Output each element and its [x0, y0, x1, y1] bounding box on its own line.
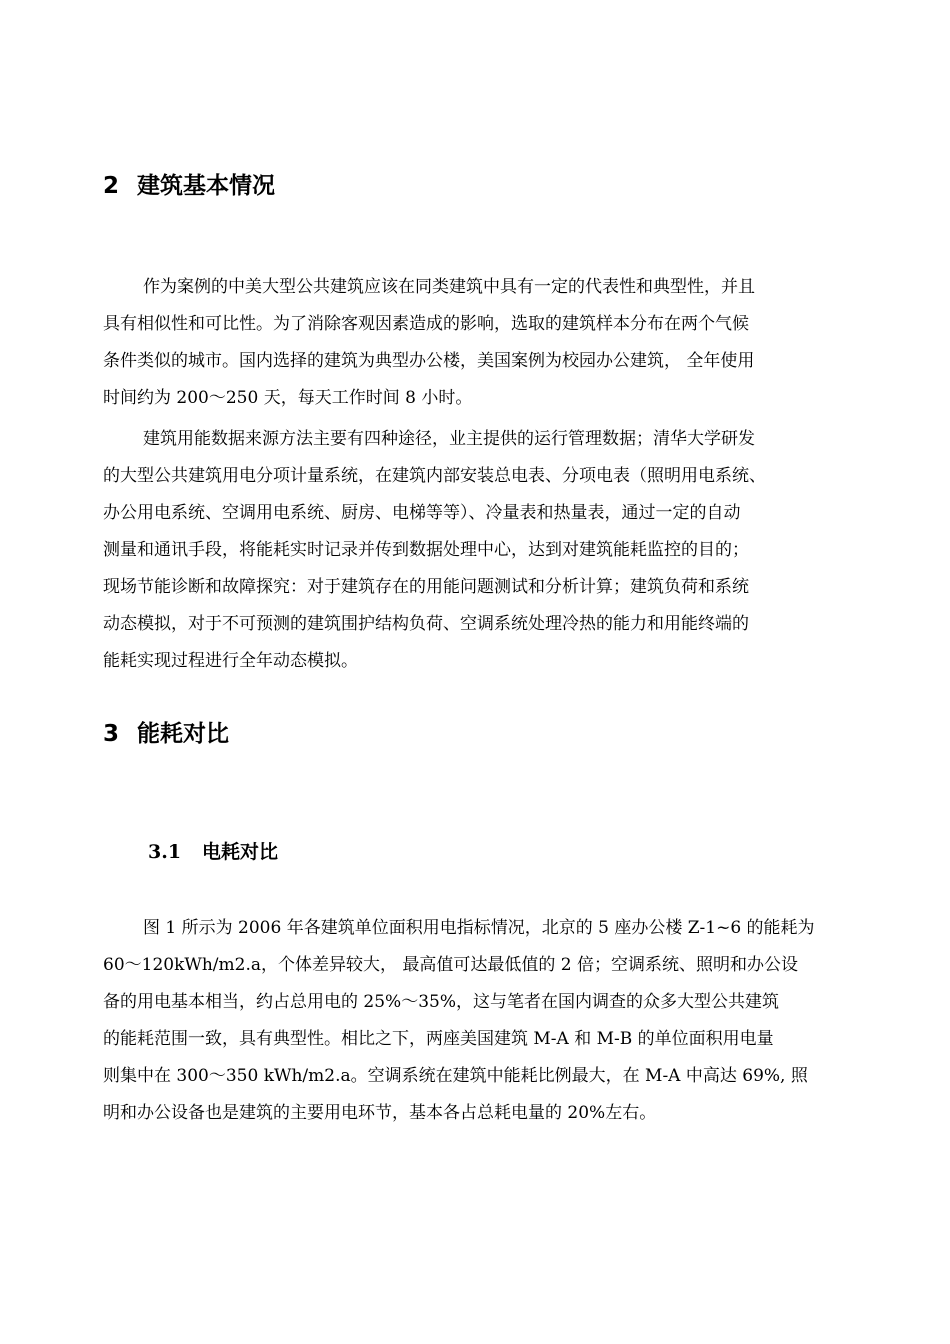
paragraph-line: 的能耗范围一致，具有典型性。相比之下，两座美国建筑 M-A 和 M-B 的单位面积用电量 [103, 1029, 774, 1049]
section-3-number: 3 [103, 721, 120, 747]
section-3-title: 能耗对比 [137, 721, 229, 747]
paragraph-line: 能耗实现过程进行全年动态模拟。 [103, 651, 358, 671]
paragraph-line: 作为案例的中美大型公共建筑应该在同类建筑中具有一定的代表性和典型性，并且 [143, 277, 755, 297]
section-3-1-title: 电耗对比 [202, 841, 279, 863]
paragraph-line: 动态模拟，对于不可预测的建筑围护结构负荷、空调系统处理冷热的能力和用能终端的 [103, 614, 749, 634]
paragraph-line: 备的用电基本相当，约占总用电的 25%～35%，这与笔者在国内调查的众多大型公共建筑 [103, 992, 779, 1012]
section-3-1-heading [148, 839, 278, 865]
section-2-heading [103, 171, 275, 201]
paragraph-line: 明和办公设备也是建筑的主要用电环节，基本各占总耗电量的 20%左右。 [103, 1103, 657, 1123]
section-2-paragraph-1 [103, 269, 863, 417]
paragraph-line: 建筑用能数据来源方法主要有四种途径，业主提供的运行管理数据；清华大学研发 [143, 429, 755, 449]
paragraph-line: 条件类似的城市。国内选择的建筑为典型办公楼，美国案例为校园办公建筑， 全年使用 [103, 351, 755, 371]
paragraph-line: 测量和通讯手段，将能耗实时记录并传到数据处理中心，达到对建筑能耗监控的目的； [103, 540, 749, 560]
section-2-paragraph-2 [103, 421, 863, 680]
section-3-heading [103, 719, 229, 749]
paragraph-line: 现场节能诊断和故障探究：对于建筑存在的用能问题测试和分析计算；建筑负荷和系统 [103, 577, 749, 597]
section-2-number: 2 [103, 173, 120, 199]
section-3-1-number: 3.1 [148, 841, 182, 863]
paragraph-line: 时间约为 200～250 天，每天工作时间 8 小时。 [103, 388, 473, 408]
paragraph-line: 则集中在 300～350 kWh/m2.a。空调系统在建筑中能耗比例最大，在 M-A 中高达 69%, 照 [103, 1066, 808, 1086]
paragraph-line: 60～120kWh/m2.a，个体差异较大， 最高值可达最低值的 2 倍；空调系统、照明和办公设 [103, 955, 799, 975]
paragraph-line: 图 1 所示为 2006 年各建筑单位面积用电指标情况，北京的 5 座办公楼 Z-1~6 的能耗为 [143, 918, 815, 938]
section-2-title: 建筑基本情况 [137, 173, 275, 199]
paragraph-line: 具有相似性和可比性。为了消除客观因素造成的影响，选取的建筑样本分布在两个气候 [103, 314, 749, 334]
paragraph-line: 的大型公共建筑用电分项计量系统，在建筑内部安装总电表、分项电表（照明用电系统、 [103, 466, 766, 486]
section-3-1-paragraph [103, 910, 863, 1132]
paragraph-line: 办公用电系统、空调用电系统、厨房、电梯等等）、冷量表和热量表，通过一定的自动 [103, 503, 741, 523]
